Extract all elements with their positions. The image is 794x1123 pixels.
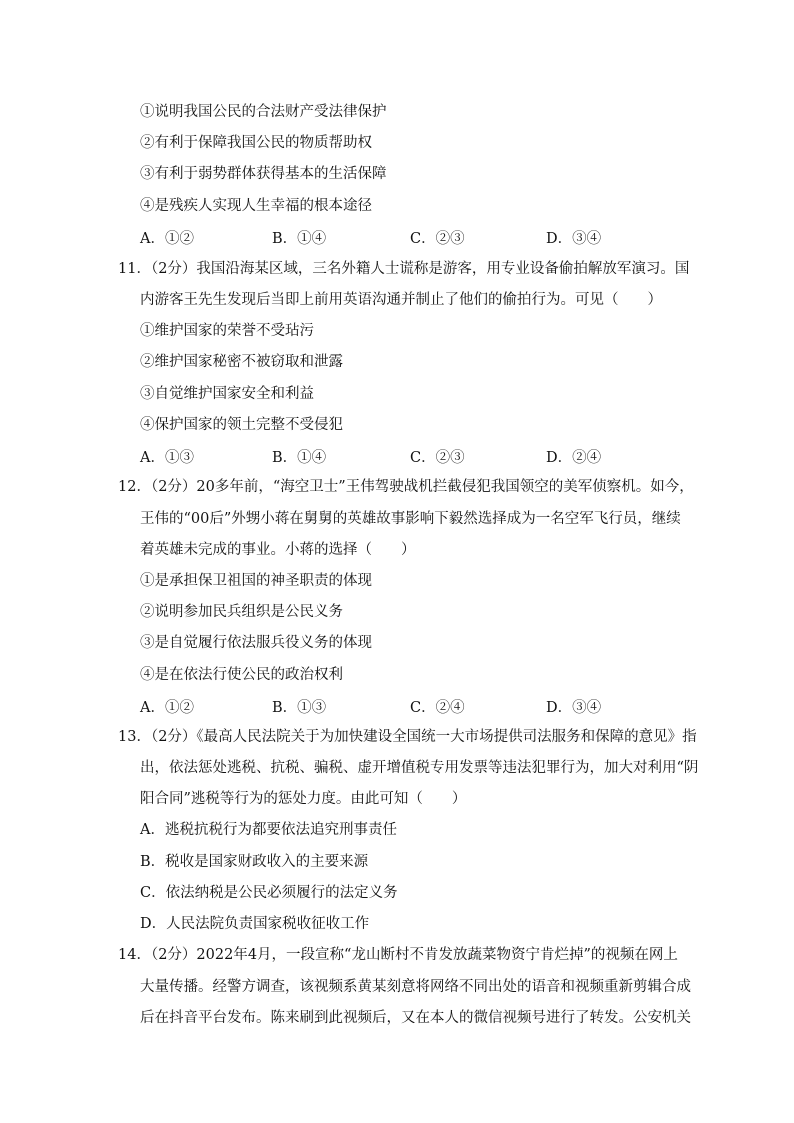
- q11-stem-line-2: 内游客王先生发现后当即上前用英语沟通并制止了他们的偷拍行为。可见（ ）: [140, 292, 662, 308]
- q10-choice-b: B．①④: [272, 231, 327, 247]
- q10-statement-2: ②有利于保障我国公民的物质帮助权: [140, 135, 372, 151]
- q10-choice-a: A．①②: [140, 231, 194, 247]
- q12-statement-2: ②说明参加民兵组织是公民义务: [140, 604, 343, 620]
- q11-choice-b: B．①④: [272, 450, 327, 466]
- q12-stem-line-1: 12．（2分）20多年前，“海空卫士”王伟驾驶战机拦截侵犯我国领空的美军侦察机。如今，: [118, 479, 694, 495]
- q12-statement-1: ①是承担保卫祖国的神圣职责的体现: [140, 573, 372, 589]
- q13-stem-line-1: 13．（2分）《最高人民法院关于为加快建设全国统一大市场提供司法服务和保障的意见》指: [118, 729, 697, 745]
- q14-stem-line-3: 后在抖音平台发布。陈来刷到此视频后，又在本人的微信视频号进行了转发。公安机关: [140, 1010, 691, 1026]
- q13-option-a: A．逃税抗税行为都要依法追究刑事责任: [140, 822, 397, 838]
- q11-choice-a: A．①③: [140, 450, 194, 466]
- q11-choice-d: D．②④: [546, 450, 602, 466]
- q12-choice-d: D．③④: [546, 700, 602, 716]
- q11-statement-1: ①维护国家的荣誉不受玷污: [140, 323, 314, 339]
- q12-choice-b: B．①③: [272, 700, 327, 716]
- q12-statement-3: ③是自觉履行依法服兵役义务的体现: [140, 635, 372, 651]
- q13-stem-line-2: 出，依法惩处逃税、抗税、骗税、虚开增值税专用发票等违法犯罪行为，加大对利用“阴: [140, 760, 699, 776]
- q10-statement-3: ③有利于弱势群体获得基本的生活保障: [140, 166, 387, 182]
- q13-stem-line-3: 阳合同”逃税等行为的惩处力度。由此可知（ ）: [140, 791, 467, 807]
- q13-option-b: B．税收是国家财政收入的主要来源: [140, 854, 369, 870]
- q10-choice-c: C．②③: [410, 231, 465, 247]
- q11-statement-4: ④保护国家的领土完整不受侵犯: [140, 417, 343, 433]
- q11-choices: [140, 446, 660, 466]
- q13-option-c: C．依法纳税是公民必须履行的法定义务: [140, 885, 398, 901]
- q11-statement-3: ③自觉维护国家安全和利益: [140, 386, 314, 402]
- q12-choice-a: A．①②: [140, 700, 194, 716]
- q11-stem-line-1: 11．（2分）我国沿海某区域，三名外籍人士谎称是游客，用专业设备偷拍解放军演习。国: [118, 261, 690, 277]
- q12-choices: [140, 696, 660, 716]
- q12-choice-c: C．②④: [410, 700, 465, 716]
- q12-statement-4: ④是在依法行使公民的政治权利: [140, 667, 343, 683]
- q14-stem-line-1: 14．（2分）2022年4月，一段宣称“龙山断村不肯发放蔬菜物资宁肯烂掉”的视频在网上: [118, 947, 678, 963]
- q12-stem-line-3: 着英雄未完成的事业。小蒋的选择（ ）: [140, 542, 416, 558]
- q10-choices: [140, 227, 660, 247]
- q10-choice-d: D．③④: [546, 231, 602, 247]
- q10-statement-4: ④是残疾人实现人生幸福的根本途径: [140, 198, 372, 214]
- q11-choice-c: C．②③: [410, 450, 465, 466]
- q13-option-d: D．人民法院负责国家税收征收工作: [140, 916, 370, 932]
- q12-stem-line-2: 王伟的“00后”外甥小蒋在舅舅的英雄故事影响下毅然选择成为一名空军飞行员，继续: [140, 511, 681, 527]
- q10-statement-1: ①说明我国公民的合法财产受法律保护: [140, 104, 387, 120]
- q11-statement-2: ②维护国家秘密不被窃取和泄露: [140, 354, 343, 370]
- q14-stem-line-2: 大量传播。经警方调查，该视频系黄某刻意将网络不同出处的语音和视频重新剪辑合成: [140, 979, 691, 995]
